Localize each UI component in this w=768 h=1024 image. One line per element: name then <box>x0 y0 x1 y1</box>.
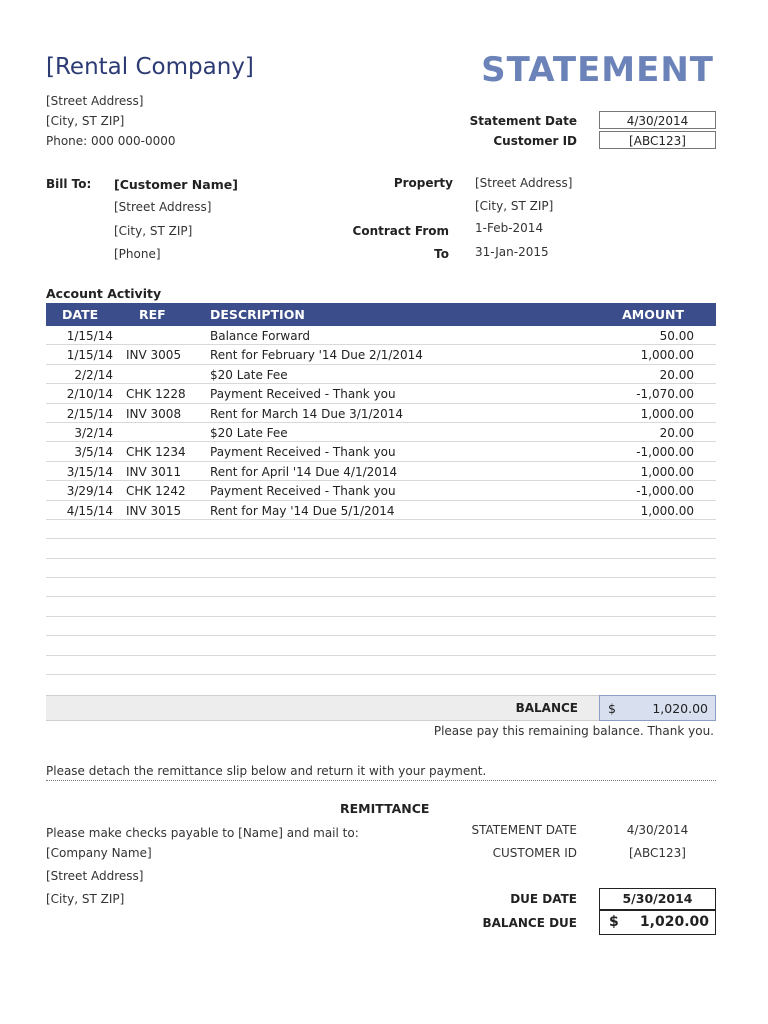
row-date: 3/15/14 <box>66 464 113 479</box>
row-description: Payment Received - Thank you <box>210 387 396 402</box>
row-ref: INV 3005 <box>126 348 182 363</box>
row-amount: 1,000.00 <box>640 348 694 363</box>
company-street: [Street Address] <box>46 94 144 108</box>
property-city: [City, ST ZIP] <box>475 199 554 213</box>
customer-name: [Customer Name] <box>114 177 238 192</box>
table-row <box>46 365 716 384</box>
row-description: Rent for March 14 Due 3/1/2014 <box>210 406 404 421</box>
company-phone: Phone: 000 000-0000 <box>46 134 176 148</box>
table-row <box>46 559 716 578</box>
row-amount: 20.00 <box>659 425 694 440</box>
col-description-header: DESCRIPTION <box>210 307 305 322</box>
remit-street: [Street Address] <box>46 869 144 883</box>
document-title: STATEMENT <box>481 50 714 90</box>
row-amount: -1,000.00 <box>636 445 694 460</box>
property-label: Property <box>393 176 453 190</box>
customer-id-label: Customer ID <box>493 134 577 148</box>
row-date: 1/15/14 <box>66 329 113 343</box>
row-date: 1/15/14 <box>66 348 113 363</box>
bill-to-phone: [Phone] <box>114 247 161 261</box>
table-row <box>46 520 716 539</box>
bill-to-street: [Street Address] <box>114 200 212 214</box>
row-date: 3/2/14 <box>74 425 113 440</box>
table-row <box>46 442 716 461</box>
contract-from-label: Contract From <box>352 224 449 238</box>
company-city: [City, ST ZIP] <box>46 114 125 128</box>
table-row <box>46 462 716 481</box>
table-body <box>46 326 716 675</box>
col-ref-header: REF <box>139 307 166 322</box>
row-description: Rent for February '14 Due 2/1/2014 <box>210 348 423 363</box>
row-description: Rent for April '14 Due 4/1/2014 <box>210 464 398 479</box>
table-row <box>46 539 716 558</box>
balance-currency: $ <box>608 701 616 716</box>
balance-note: Please pay this remaining balance. Thank you. <box>433 724 714 738</box>
row-description: Payment Received - Thank you <box>210 484 396 499</box>
remit-city: [City, ST ZIP] <box>46 892 125 906</box>
row-date: 3/5/14 <box>74 445 113 460</box>
row-amount: 1,000.00 <box>640 406 694 421</box>
row-description: Rent for May '14 Due 5/1/2014 <box>210 503 395 518</box>
balance-due-amount: 1,020.00 <box>639 914 709 930</box>
row-date: 2/2/14 <box>74 367 113 382</box>
property-street: [Street Address] <box>475 176 573 190</box>
row-date: 4/15/14 <box>66 503 113 518</box>
row-description: Balance Forward <box>210 329 310 343</box>
balance-box <box>599 695 716 721</box>
table-row <box>46 656 716 675</box>
detach-line <box>46 780 716 781</box>
table-row <box>46 481 716 500</box>
statement-date-field: 4/30/2014 <box>599 111 716 129</box>
row-amount: 1,000.00 <box>640 464 694 479</box>
table-row <box>46 578 716 597</box>
remit-customer-id: [ABC123] <box>629 846 686 860</box>
row-date: 3/29/14 <box>66 484 113 499</box>
balance-due-box <box>599 910 716 935</box>
contract-to-value: 31-Jan-2015 <box>475 245 549 259</box>
contract-to-label: To <box>434 247 449 261</box>
customer-id-field: [ABC123] <box>599 131 716 149</box>
due-date-label: DUE DATE <box>510 892 577 906</box>
bill-to-label: Bill To: <box>46 177 92 191</box>
balance-due-label: BALANCE DUE <box>482 916 577 930</box>
table-row <box>46 617 716 636</box>
balance-label: BALANCE <box>515 701 578 715</box>
row-ref: CHK 1228 <box>126 387 186 402</box>
balance-due-currency: $ <box>609 914 619 930</box>
remit-statement-date-label: STATEMENT DATE <box>471 823 577 837</box>
row-ref: CHK 1234 <box>126 445 186 460</box>
table-row <box>46 597 716 616</box>
row-description: Payment Received - Thank you <box>210 445 396 460</box>
activity-table <box>46 303 716 675</box>
company-name: [Rental Company] <box>46 54 254 80</box>
table-row <box>46 404 716 423</box>
row-ref: INV 3011 <box>126 464 182 479</box>
row-description: $20 Late Fee <box>210 425 288 440</box>
row-date: 2/10/14 <box>66 387 113 402</box>
row-ref: INV 3008 <box>126 406 182 421</box>
remit-statement-date: 4/30/2014 <box>626 823 689 837</box>
table-row <box>46 423 716 442</box>
table-row <box>46 501 716 520</box>
row-amount: 1,000.00 <box>640 503 694 518</box>
contract-from-value: 1-Feb-2014 <box>475 221 544 235</box>
table-row <box>46 345 716 364</box>
table-header <box>46 303 716 326</box>
due-date-field: 5/30/2014 <box>599 888 716 910</box>
statement-date-label: Statement Date <box>469 114 577 128</box>
row-ref: INV 3015 <box>126 503 182 518</box>
row-amount: -1,070.00 <box>636 387 694 402</box>
row-date: 2/15/14 <box>66 406 113 421</box>
balance-amount: 1,020.00 <box>652 701 708 716</box>
row-ref: CHK 1242 <box>126 484 186 499</box>
table-row <box>46 326 716 345</box>
payable-note: Please make checks payable to [Name] and mail to: <box>46 826 359 840</box>
row-amount: 50.00 <box>659 329 694 343</box>
detach-note: Please detach the remittance slip below and return it with your payment. <box>46 764 487 778</box>
table-row <box>46 384 716 403</box>
row-description: $20 Late Fee <box>210 367 288 382</box>
row-amount: 20.00 <box>659 367 694 382</box>
row-amount: -1,000.00 <box>636 484 694 499</box>
account-activity-title: Account Activity <box>46 286 162 301</box>
remittance-title: REMITTANCE <box>340 801 430 816</box>
table-row <box>46 636 716 655</box>
remit-customer-id-label: CUSTOMER ID <box>492 846 577 860</box>
col-amount-header: AMOUNT <box>622 307 684 322</box>
remit-company: [Company Name] <box>46 846 152 860</box>
bill-to-city: [City, ST ZIP] <box>114 224 193 238</box>
col-date-header: DATE <box>62 307 99 322</box>
balance-bar <box>46 695 599 721</box>
